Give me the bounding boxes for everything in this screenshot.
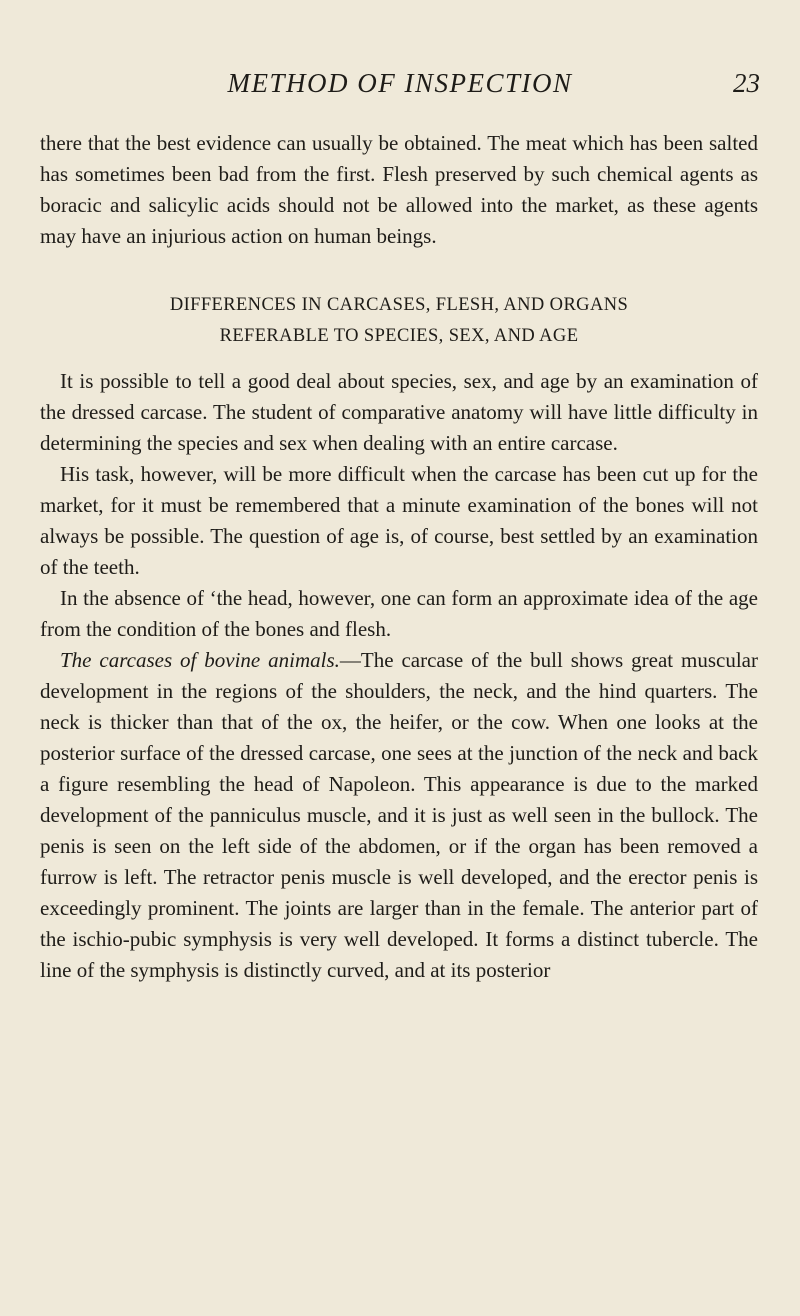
page-number: 23 <box>733 68 760 98</box>
section-heading-line-1: DIFFERENCES IN CARCASES, FLESH, AND ORGANS <box>169 295 629 315</box>
paragraph-bovine-body: —The carcase of the bull shows great muscular development in the regions of the shoulders, the neck, and the hind quarters. The neck is thicker than that of the ox, the heifer, or the cow. When one looks at the posterior surface of the dressed carcase, one sees at the junction of the neck and back a figure resembling the head of Napoleon. This appearance is due to the marked development of the panniculus muscle, and it is just as well seen in the bullock. The penis is seen on the left side of the abdomen, or if the organ has been removed a furrow is left. The retractor penis muscle is well developed, and the erector penis is exceedingly prominent. The joints are larger than in the female. The anterior part of the ischio-pubic symphysis is very well developed. It forms a distinct tubercle. The line of the symphysis is distinctly curved, and at its posterior <box>40 648 758 982</box>
paragraph-bovine-lead: The carcases of bovine animals. <box>60 648 340 672</box>
paragraph-species-sex-age: It is possible to tell a good deal about species, sex, and age by an examination of the dressed carcase. The student of comparative anatomy will have little difficulty in determining the species and sex when dealing with an entire carcase. <box>40 369 758 455</box>
paragraph-absence-of-head: In the absence of ‘the head, however, one can form an approximate idea of the age from the condition of the bones and flesh. <box>40 586 758 641</box>
section-heading <box>40 290 758 352</box>
body-text <box>40 128 758 986</box>
paragraph-bovine-carcases <box>40 645 758 986</box>
section-heading-line-2: REFERABLE TO SPECIES, SEX, AND AGE <box>219 326 579 346</box>
running-head <box>40 66 760 100</box>
running-title: METHOD OF INSPECTION <box>227 68 573 98</box>
paragraph-cut-carcase: His task, however, will be more difficult when the carcase has been cut up for the market, for it must be remembered that a minute examination of the bones will not always be possible. The question of age is, of course, best settled by an examination of the teeth. <box>40 462 758 579</box>
paragraph-continuation: there that the best evidence can usually be obtained. The meat which has been salted has sometimes been bad from the first. Flesh preserved by such chemical agents as boracic and salicylic acids should not be allowed into the market, as these agents may have an injurious action on human beings. <box>40 131 758 248</box>
